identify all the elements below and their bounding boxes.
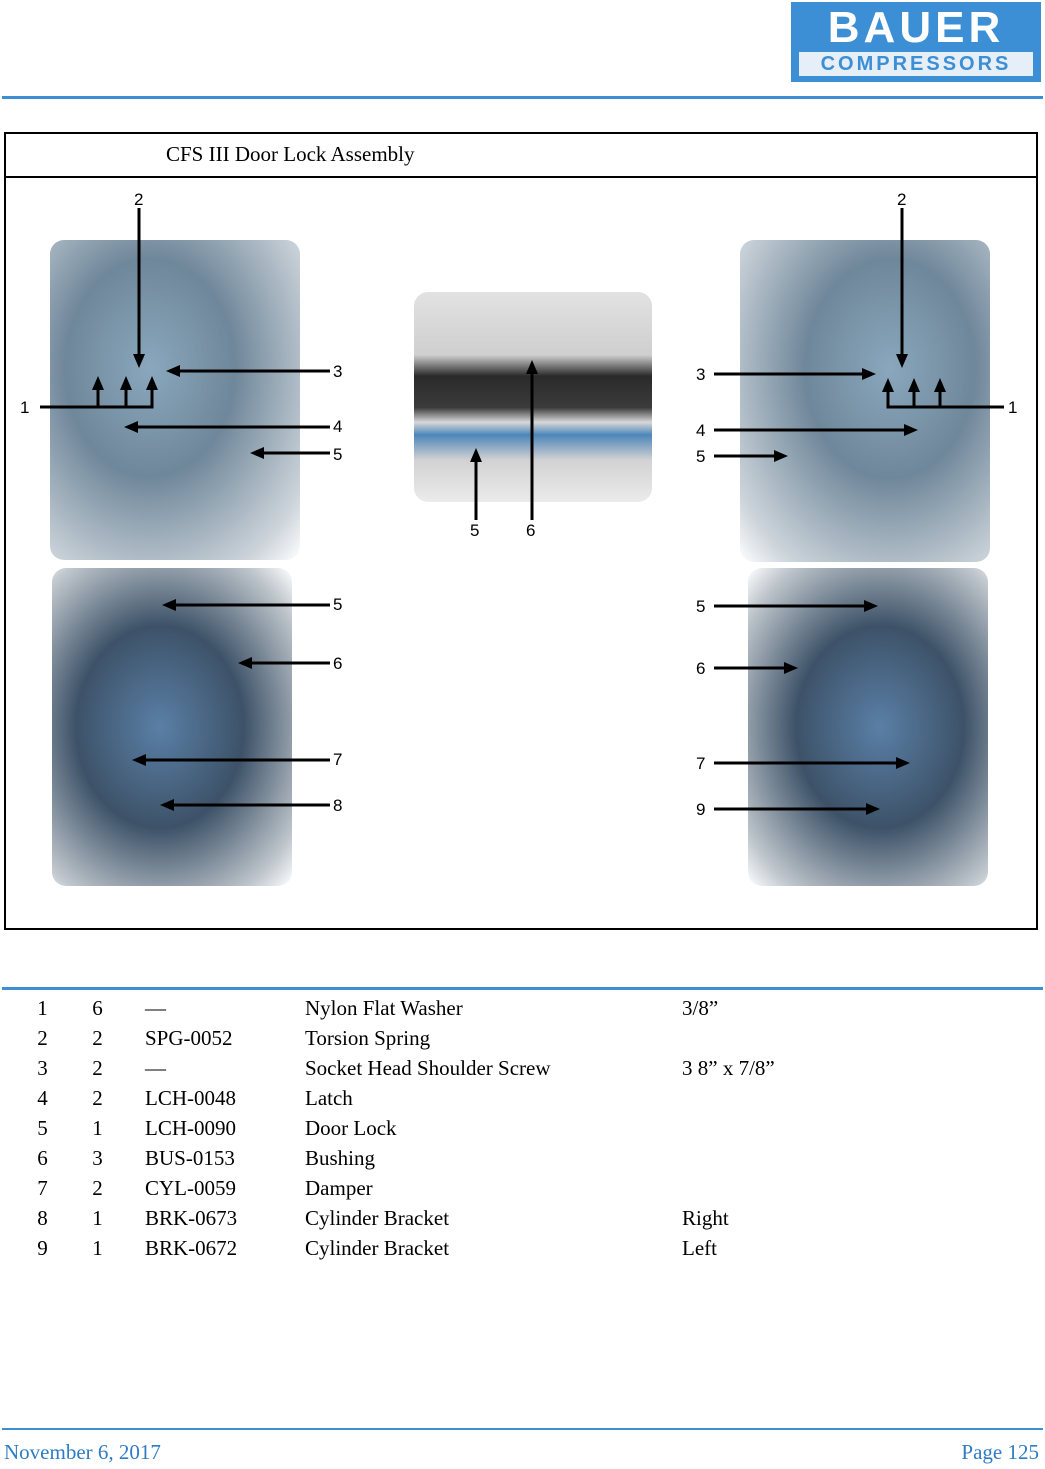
description-cell: Cylinder Bracket: [305, 1235, 450, 1260]
note-cell: [682, 1143, 882, 1173]
logo-brand: BAUER: [827, 3, 1005, 52]
table-row: [0, 1173, 882, 1203]
note-cell: [682, 1083, 882, 1113]
note-cell: Right: [682, 1205, 729, 1230]
note-cell: [682, 1173, 882, 1203]
note-cell: Left: [682, 1235, 717, 1260]
qty-cell: 1: [92, 1115, 103, 1140]
part-number-cell: LCH-0048: [145, 1085, 236, 1110]
table-row: [0, 1053, 882, 1083]
note-cell: [682, 1113, 882, 1143]
item-cell: 2: [37, 1025, 48, 1050]
footer-date: November 6, 2017: [4, 1440, 161, 1464]
callout-7-right-bottom: 7: [696, 754, 706, 773]
callout-3-right: 3: [696, 365, 706, 384]
description-cell: Door Lock: [305, 1115, 397, 1140]
callout-3-left: 3: [333, 362, 343, 381]
description-cell: Bushing: [305, 1145, 376, 1170]
description-cell: Cylinder Bracket: [305, 1205, 450, 1230]
logo-subtitle: COMPRESSORS: [799, 52, 1033, 76]
note-cell: 3/8”: [682, 995, 719, 1020]
part-number-cell: LCH-0090: [145, 1115, 236, 1140]
figure-title: CFS III Door Lock Assembly: [166, 142, 415, 166]
qty-cell: 1: [92, 1235, 103, 1260]
qty-cell: 1: [92, 1205, 103, 1230]
callout-5-right-bottom: 5: [696, 597, 706, 616]
footer-page-number: Page 125: [961, 1440, 1039, 1464]
description-cell: Torsion Spring: [305, 1025, 431, 1050]
callout-2-right: 2: [897, 190, 907, 209]
qty-cell: 2: [92, 1025, 103, 1050]
part-number-cell: —: [145, 995, 166, 1020]
callout-6-center: 6: [526, 521, 536, 540]
callout-6-right-bottom: 6: [696, 659, 706, 678]
item-cell: 5: [37, 1115, 48, 1140]
qty-cell: 3: [92, 1145, 103, 1170]
note-cell: 3 8” x 7/8”: [682, 1055, 775, 1080]
item-cell: 4: [37, 1085, 48, 1110]
callout-8-left-bottom: 8: [333, 796, 343, 815]
callout-7-left-bottom: 7: [333, 750, 343, 769]
table-row: [0, 1233, 882, 1263]
callout-6-left-bottom: 6: [333, 654, 343, 673]
callout-1-right: 1: [1008, 398, 1018, 417]
description-cell: Damper: [305, 1175, 373, 1200]
qty-cell: 2: [92, 1175, 103, 1200]
item-cell: 6: [37, 1145, 48, 1170]
item-cell: 9: [37, 1235, 48, 1260]
callout-4-right: 4: [696, 421, 706, 440]
note-cell: [682, 1023, 882, 1053]
part-number-cell: CYL-0059: [145, 1175, 236, 1200]
qty-cell: 2: [92, 1085, 103, 1110]
table-row: [0, 1203, 882, 1233]
part-number-cell: SPG-0052: [145, 1025, 233, 1050]
description-cell: Latch: [305, 1085, 353, 1110]
item-cell: 3: [37, 1055, 48, 1080]
item-cell: 7: [37, 1175, 48, 1200]
part-number-cell: —: [145, 1055, 166, 1080]
table-row: [0, 993, 882, 1023]
callout-9-right-bottom: 9: [696, 800, 706, 819]
part-number-cell: BRK-0672: [145, 1235, 238, 1260]
description-cell: Socket Head Shoulder Screw: [305, 1055, 551, 1080]
part-number-cell: BRK-0673: [145, 1205, 238, 1230]
callout-5-right-top: 5: [696, 447, 706, 466]
description-cell: Nylon Flat Washer: [305, 995, 463, 1020]
item-cell: 8: [37, 1205, 48, 1230]
qty-cell: 6: [92, 995, 103, 1020]
footer-rule: [2, 1428, 1043, 1430]
callout-5-center: 5: [470, 521, 480, 540]
item-cell: 1: [37, 995, 48, 1020]
callout-5-left-bottom: 5: [333, 595, 343, 614]
parts-table: [0, 993, 882, 1263]
part-number-cell: BUS-0153: [145, 1145, 235, 1170]
callout-5-left-top: 5: [333, 445, 343, 464]
table-row: [0, 1083, 882, 1113]
callout-4-left: 4: [333, 417, 343, 436]
table-row: [0, 1143, 882, 1173]
callout-1-left: 1: [20, 398, 30, 417]
table-row: [0, 1113, 882, 1143]
callout-2-left: 2: [134, 190, 144, 209]
parts-table-rule: [2, 987, 1043, 990]
qty-cell: 2: [92, 1055, 103, 1080]
table-row: [0, 1023, 882, 1053]
